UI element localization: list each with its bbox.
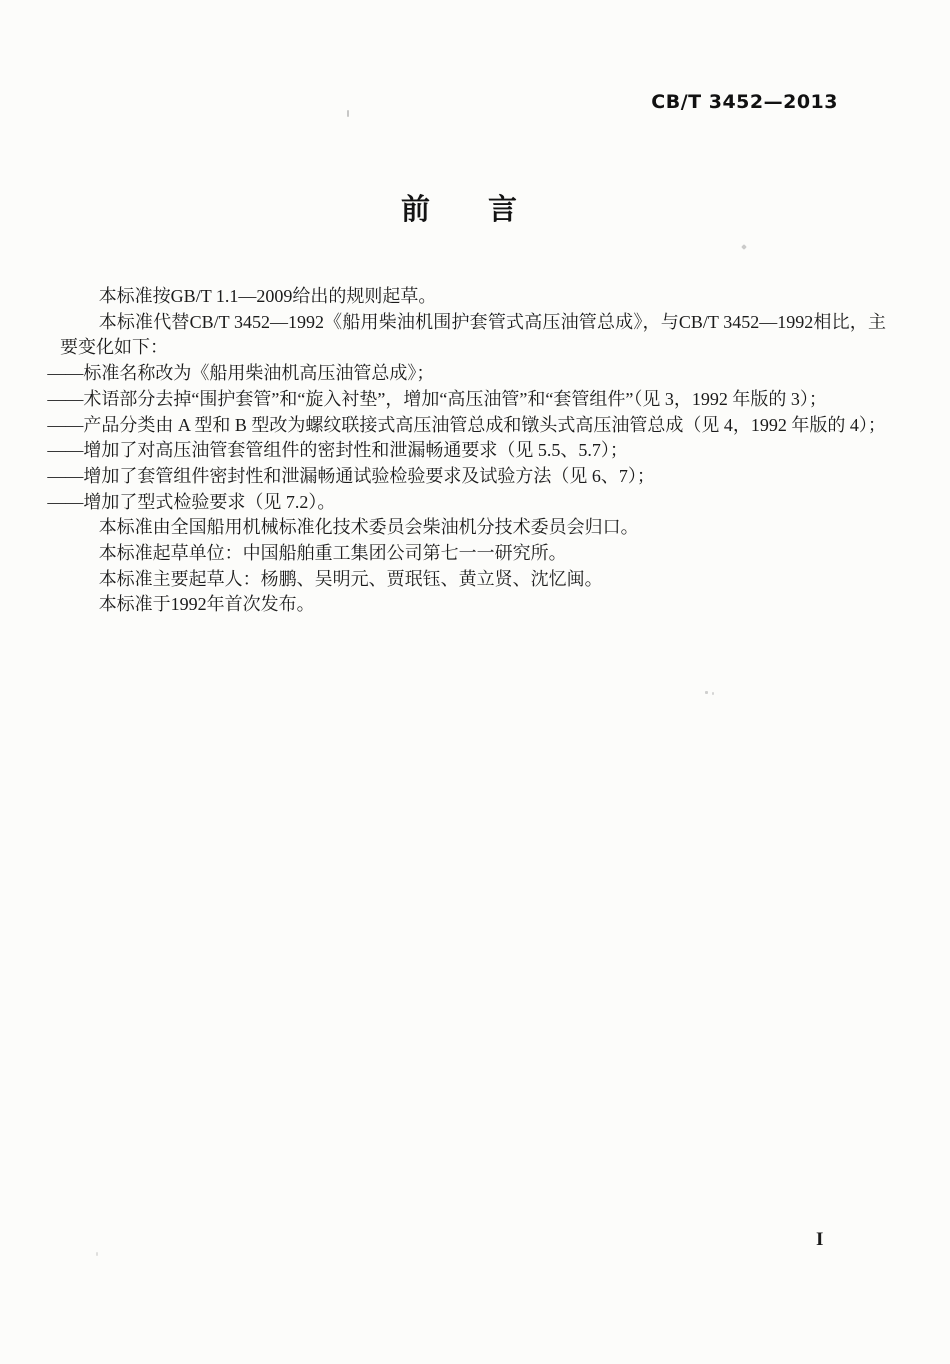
scan-speck (712, 692, 714, 695)
paragraph-first-publication: 本标准于1992年首次发布。 (98, 594, 315, 615)
paragraph-drafters: 本标准主要起草人：杨鹏、吴明元、贾珉钰、黄立贤、沈忆闽。 (98, 568, 603, 589)
change-item: ——标准名称改为《船用柴油机高压油管总成》； (47, 363, 435, 384)
change-item: ——产品分类由 A 型和 B 型改为螺纹联接式高压油管总成和镦头式高压油管总成（见 4，1992 年版的 4）； (47, 414, 886, 435)
change-item: ——术语部分去掉“围护套管”和“旋入衬垫”，增加“高压油管”和“套管组件”（见 3，1992 年版的 3）； (47, 388, 827, 409)
scan-speck (347, 110, 349, 117)
paragraph-drafting-organization: 本标准起草单位：中国船舶重工集团公司第七一一研究所。 (98, 543, 567, 564)
change-item: ——增加了套管组件密封性和泄漏畅通试验检验要求及试验方法（见 6、7）； (47, 465, 655, 486)
paragraph-committee: 本标准由全国船用机械标准化技术委员会柴油机分技术委员会归口。 (98, 517, 639, 538)
foreword-body (47, 284, 886, 618)
change-item: ——增加了型式检验要求（见 7.2）。 (47, 491, 336, 512)
page-title: 前 言 (400, 192, 517, 226)
paragraph-drafting-rule: 本标准按GB/T 1.1—2009给出的规则起草。 (98, 286, 437, 306)
standard-number: CB/T 3452—2013 (651, 91, 838, 113)
change-item: ——增加了对高压油管套管组件的密封性和泄漏畅通要求（见 5.5、5.7）； (47, 440, 628, 461)
scan-speck (705, 691, 708, 694)
paragraph-replacement-note: 本标准代替CB/T 3452—1992《船用柴油机围护套管式高压油管总成》，与CB/T 3452—1992相比，主要变化如下： (60, 311, 886, 358)
page-number: I (816, 1229, 824, 1250)
scan-speck (741, 244, 747, 250)
scan-speck (96, 1252, 98, 1256)
